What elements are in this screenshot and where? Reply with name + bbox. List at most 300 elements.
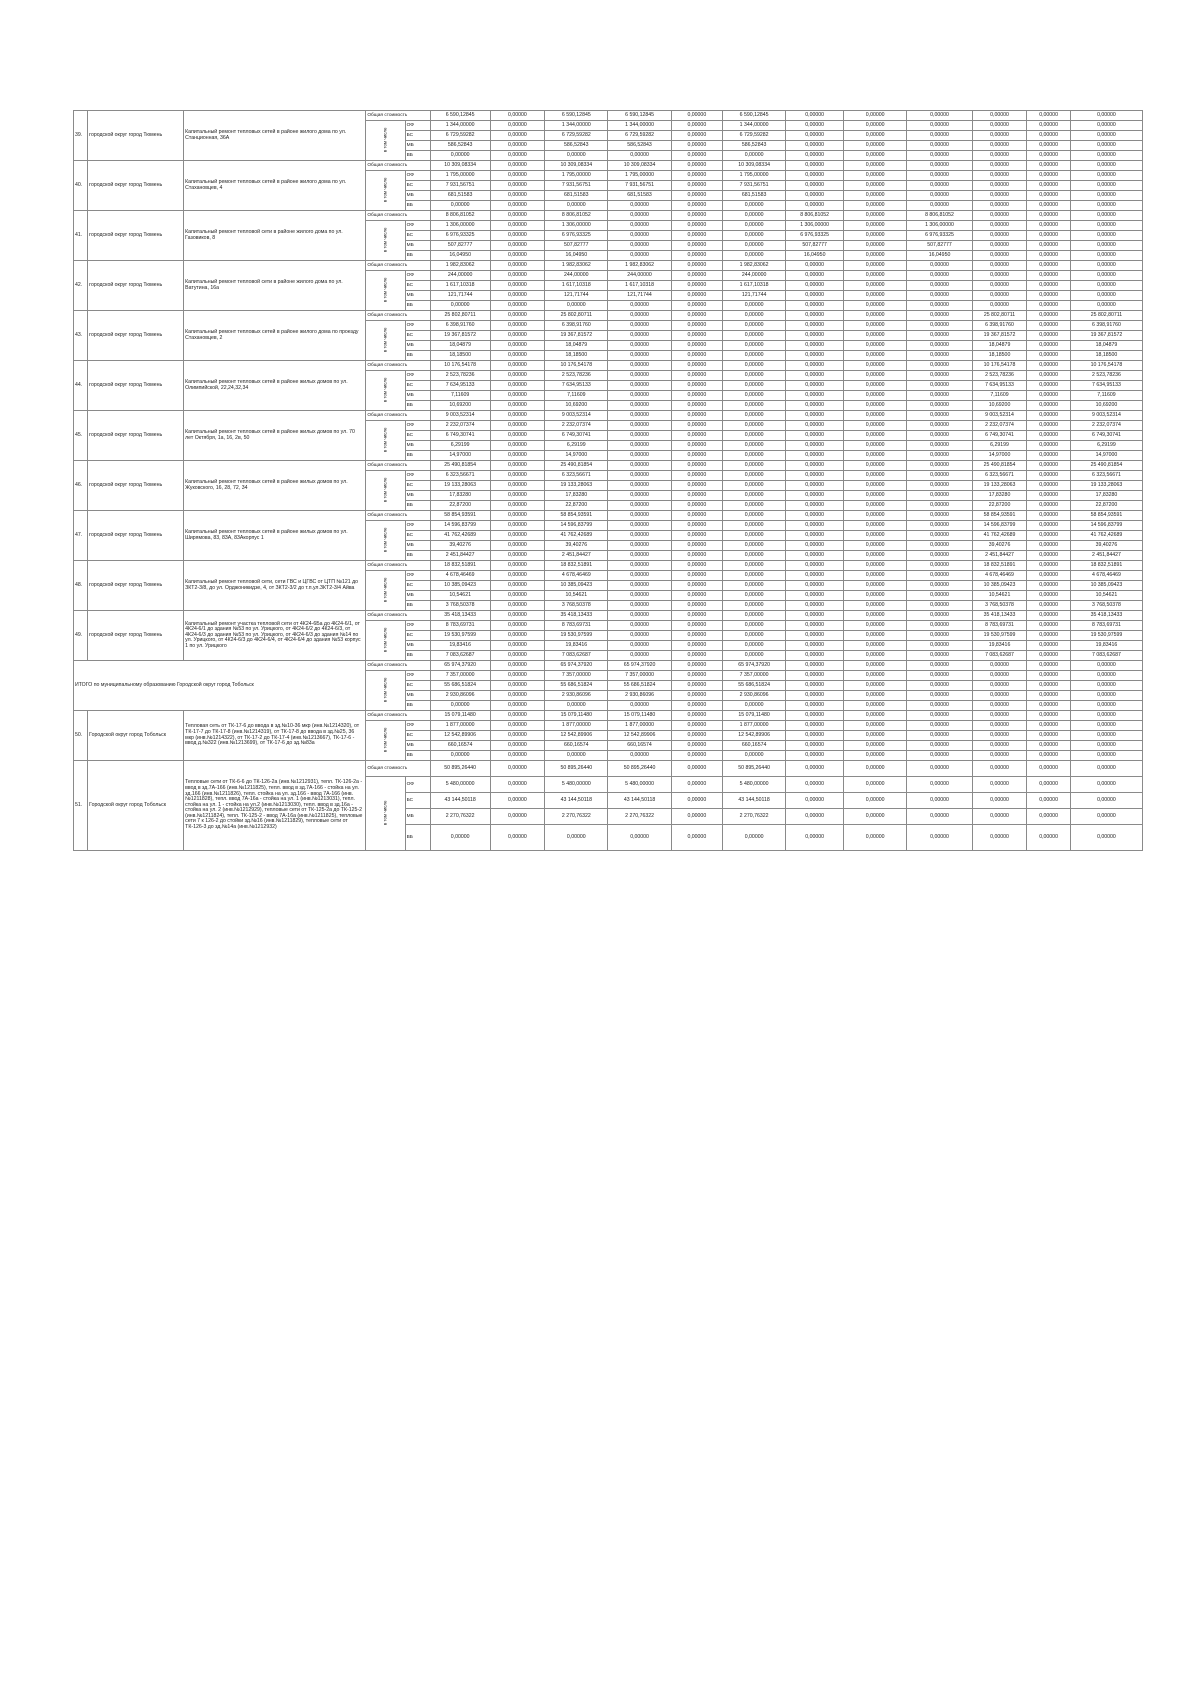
value-cell: 0,00000 (1027, 521, 1071, 531)
value-cell: 0,00000 (786, 131, 844, 141)
value-cell: 0,00000 (844, 809, 907, 825)
value-cell: 0,00000 (722, 371, 785, 381)
value-cell: 0,00000 (490, 181, 545, 191)
value-cell: 0,00000 (786, 541, 844, 551)
value-cell: 14,97000 (1070, 451, 1142, 461)
value-cell: 0,00000 (907, 281, 972, 291)
value-cell: 0,00000 (608, 621, 671, 631)
value-cell: 0,00000 (490, 131, 545, 141)
value-cell: 12 542,89906 (608, 731, 671, 741)
value-cell: 0,00000 (907, 611, 972, 621)
value-cell: 0,00000 (671, 671, 722, 681)
value-cell: 0,00000 (786, 401, 844, 411)
value-cell: 0,00000 (608, 401, 671, 411)
funding-source-label: ОФ (405, 621, 430, 631)
value-cell: 0,00000 (844, 721, 907, 731)
value-cell: 0,00000 (844, 531, 907, 541)
value-cell: 0,00000 (1070, 221, 1142, 231)
funding-source-label: ОФ (405, 571, 430, 581)
value-cell: 2 523,78236 (1070, 371, 1142, 381)
value-cell: 0,00000 (1027, 311, 1071, 321)
municipality-cell: городской округ город Тюмень (88, 611, 184, 661)
value-cell: 0,00000 (972, 671, 1027, 681)
value-cell: 0,00000 (1027, 271, 1071, 281)
value-cell: 0,00000 (844, 211, 907, 221)
value-cell: 0,00000 (844, 331, 907, 341)
value-cell: 16,04950 (786, 251, 844, 261)
row-number: 44. (74, 361, 88, 411)
funding-source-label: ВБ (405, 601, 430, 611)
funding-source-label: МБ (405, 291, 430, 301)
value-cell: 0,00000 (671, 561, 722, 571)
value-cell: 0,00000 (490, 481, 545, 491)
value-cell: 6 976,93325 (545, 231, 608, 241)
value-cell: 0,00000 (844, 401, 907, 411)
value-cell: 681,51583 (608, 191, 671, 201)
value-cell: 0,00000 (608, 241, 671, 251)
value-cell: 0,00000 (844, 681, 907, 691)
value-cell: 1 344,00000 (608, 121, 671, 131)
value-cell: 6 976,93325 (907, 231, 972, 241)
value-cell: 0,00000 (1027, 601, 1071, 611)
value-cell: 0,00000 (490, 671, 545, 681)
value-cell: 660,16574 (430, 741, 490, 751)
value-cell: 0,00000 (608, 151, 671, 161)
value-cell: 14,97000 (545, 451, 608, 461)
value-cell: 0,00000 (1070, 251, 1142, 261)
value-cell: 0,00000 (907, 751, 972, 761)
value-cell: 0,00000 (786, 141, 844, 151)
value-cell: 0,00000 (490, 241, 545, 251)
value-cell: 9 003,52314 (430, 411, 490, 421)
value-cell: 0,00000 (907, 731, 972, 741)
value-cell: 19 367,81572 (1070, 331, 1142, 341)
value-cell: 0,00000 (1027, 331, 1071, 341)
value-cell: 6 398,91760 (1070, 321, 1142, 331)
value-cell: 0,00000 (1027, 691, 1071, 701)
value-cell: 2 270,76322 (430, 809, 490, 825)
value-cell: 6 729,59282 (722, 131, 785, 141)
value-cell: 0,00000 (490, 701, 545, 711)
value-cell: 0,00000 (786, 711, 844, 721)
value-cell: 0,00000 (786, 611, 844, 621)
value-cell: 0,00000 (1070, 721, 1142, 731)
value-cell: 0,00000 (490, 441, 545, 451)
value-cell: 0,00000 (722, 461, 785, 471)
value-cell: 0,00000 (608, 321, 671, 331)
value-cell: 0,00000 (1070, 211, 1142, 221)
value-cell: 0,00000 (490, 561, 545, 571)
value-cell: 0,00000 (844, 711, 907, 721)
value-cell: 22,87200 (430, 501, 490, 511)
value-cell: 6 729,59282 (545, 131, 608, 141)
value-cell: 8 806,81052 (907, 211, 972, 221)
value-cell: 0,00000 (722, 521, 785, 531)
value-cell: 0,00000 (490, 381, 545, 391)
value-cell: 0,00000 (490, 809, 545, 825)
value-cell: 0,00000 (490, 431, 545, 441)
value-cell: 0,00000 (844, 481, 907, 491)
value-cell: 0,00000 (907, 161, 972, 171)
value-cell: 0,00000 (490, 711, 545, 721)
value-cell: 0,00000 (786, 301, 844, 311)
value-cell: 0,00000 (844, 361, 907, 371)
value-cell: 6 749,30741 (972, 431, 1027, 441)
total-cost-label: Общая стоимость (366, 611, 430, 621)
row-number: 43. (74, 311, 88, 361)
value-cell: 0,00000 (1027, 611, 1071, 621)
funding-source-label: МБ (405, 809, 430, 825)
value-cell: 0,00000 (844, 111, 907, 121)
value-cell: 0,00000 (907, 581, 972, 591)
value-cell: 6 729,59282 (608, 131, 671, 141)
value-cell: 0,00000 (608, 481, 671, 491)
value-cell: 5 480,00000 (722, 777, 785, 793)
value-cell: 0,00000 (1070, 141, 1142, 151)
value-cell: 0,00000 (1070, 121, 1142, 131)
funding-source-label: ВБ (405, 351, 430, 361)
row-number: 40. (74, 161, 88, 211)
value-cell: 1 877,00000 (430, 721, 490, 731)
value-cell: 586,52843 (722, 141, 785, 151)
value-cell: 0,00000 (907, 301, 972, 311)
value-cell: 1 306,00000 (786, 221, 844, 231)
value-cell: 0,00000 (972, 721, 1027, 731)
value-cell: 0,00000 (430, 201, 490, 211)
total-cost-label: Общая стоимость (366, 561, 430, 571)
value-cell: 0,00000 (490, 281, 545, 291)
value-cell: 6 323,56671 (972, 471, 1027, 481)
value-cell: 0,00000 (972, 809, 1027, 825)
value-cell: 0,00000 (430, 301, 490, 311)
value-cell: 0,00000 (1070, 201, 1142, 211)
value-cell: 0,00000 (1070, 691, 1142, 701)
value-cell: 0,00000 (1027, 151, 1071, 161)
value-cell: 0,00000 (490, 631, 545, 641)
funding-source-label: ОФ (405, 471, 430, 481)
value-cell: 0,00000 (786, 741, 844, 751)
value-cell: 0,00000 (722, 571, 785, 581)
value-cell: 50 895,26440 (608, 761, 671, 777)
value-cell: 19,83416 (1070, 641, 1142, 651)
value-cell: 14 596,83799 (972, 521, 1027, 531)
value-cell: 0,00000 (490, 341, 545, 351)
value-cell: 681,51583 (430, 191, 490, 201)
value-cell: 0,00000 (671, 471, 722, 481)
value-cell: 25 490,81854 (545, 461, 608, 471)
value-cell: 55 686,51824 (430, 681, 490, 691)
value-cell: 0,00000 (671, 521, 722, 531)
value-cell: 0,00000 (1027, 231, 1071, 241)
value-cell: 18 832,51891 (430, 561, 490, 571)
value-cell: 0,00000 (671, 411, 722, 421)
value-cell: 0,00000 (1070, 271, 1142, 281)
value-cell: 0,00000 (1070, 171, 1142, 181)
municipality-cell: городской округ город Тюмень (88, 561, 184, 611)
value-cell: 6 976,93325 (430, 231, 490, 241)
value-cell: 22,87200 (1070, 501, 1142, 511)
value-cell: 0,00000 (1027, 141, 1071, 151)
value-cell: 0,00000 (671, 241, 722, 251)
value-cell: 0,00000 (1027, 809, 1071, 825)
value-cell: 0,00000 (490, 221, 545, 231)
table-row (74, 511, 1143, 521)
value-cell: 0,00000 (907, 431, 972, 441)
value-cell: 0,00000 (490, 777, 545, 793)
including-label (366, 121, 405, 161)
value-cell: 0,00000 (490, 611, 545, 621)
funding-source-label: БС (405, 531, 430, 541)
value-cell: 0,00000 (907, 501, 972, 511)
value-cell: 0,00000 (671, 121, 722, 131)
value-cell: 0,00000 (490, 151, 545, 161)
value-cell: 0,00000 (671, 431, 722, 441)
value-cell: 121,71744 (545, 291, 608, 301)
value-cell: 43 144,50118 (608, 793, 671, 809)
value-cell: 1 306,00000 (430, 221, 490, 231)
value-cell: 10 385,09423 (972, 581, 1027, 591)
value-cell: 0,00000 (972, 711, 1027, 721)
value-cell: 7,11609 (545, 391, 608, 401)
value-cell: 0,00000 (972, 231, 1027, 241)
value-cell: 19 530,97599 (545, 631, 608, 641)
value-cell: 0,00000 (972, 161, 1027, 171)
value-cell: 0,00000 (972, 731, 1027, 741)
value-cell: 0,00000 (907, 361, 972, 371)
including-text: в том числе (382, 577, 388, 603)
value-cell: 18,04879 (545, 341, 608, 351)
value-cell: 0,00000 (430, 151, 490, 161)
value-cell: 0,00000 (671, 371, 722, 381)
value-cell: 19 530,97599 (430, 631, 490, 641)
value-cell: 41 762,42689 (1070, 531, 1142, 541)
value-cell: 121,71744 (722, 291, 785, 301)
value-cell: 0,00000 (786, 681, 844, 691)
value-cell: 0,00000 (671, 321, 722, 331)
including-label (366, 421, 405, 461)
value-cell: 0,00000 (972, 221, 1027, 231)
value-cell: 16,04950 (907, 251, 972, 261)
value-cell: 4 678,46469 (1070, 571, 1142, 581)
value-cell: 0,00000 (490, 391, 545, 401)
funding-source-label: МБ (405, 691, 430, 701)
funding-source-label: МБ (405, 141, 430, 151)
value-cell: 6 590,12845 (545, 111, 608, 121)
value-cell: 0,00000 (907, 341, 972, 351)
value-cell: 0,00000 (907, 141, 972, 151)
value-cell: 0,00000 (1027, 251, 1071, 261)
value-cell: 0,00000 (907, 411, 972, 421)
total-cost-label: Общая стоимость (366, 261, 430, 271)
value-cell: 3 768,50378 (430, 601, 490, 611)
value-cell: 0,00000 (490, 571, 545, 581)
object-description: Капитальный ремонт тепловых сетей в районе жилых домов по ул. Ширямова, 83, 83А, 83Акорпус 1 (184, 511, 366, 561)
value-cell: 0,00000 (786, 411, 844, 421)
value-cell: 0,00000 (786, 761, 844, 777)
value-cell: 0,00000 (671, 825, 722, 851)
value-cell: 0,00000 (1070, 761, 1142, 777)
value-cell: 0,00000 (1027, 461, 1071, 471)
value-cell: 0,00000 (972, 111, 1027, 121)
value-cell: 0,00000 (1070, 809, 1142, 825)
value-cell: 0,00000 (1070, 181, 1142, 191)
value-cell: 6 323,56671 (545, 471, 608, 481)
value-cell: 0,00000 (907, 825, 972, 851)
value-cell: 6,29199 (545, 441, 608, 451)
table-row (74, 611, 1143, 621)
value-cell: 0,00000 (722, 221, 785, 231)
value-cell: 0,00000 (1027, 777, 1071, 793)
value-cell: 0,00000 (786, 691, 844, 701)
value-cell: 0,00000 (722, 301, 785, 311)
value-cell: 0,00000 (907, 681, 972, 691)
value-cell: 0,00000 (722, 501, 785, 511)
value-cell: 0,00000 (907, 691, 972, 701)
table-row (74, 261, 1143, 271)
including-label (366, 621, 405, 661)
value-cell: 0,00000 (671, 361, 722, 371)
value-cell: 0,00000 (907, 511, 972, 521)
value-cell: 507,82777 (907, 241, 972, 251)
funding-source-label: БС (405, 481, 430, 491)
value-cell: 0,00000 (786, 161, 844, 171)
value-cell: 0,00000 (490, 761, 545, 777)
value-cell: 5 480,00000 (545, 777, 608, 793)
value-cell: 6,29199 (972, 441, 1027, 451)
value-cell: 0,00000 (608, 601, 671, 611)
object-description: Капитальный ремонт тепловых сетей в районе жилых домов по ул. Олимпийской, 22,24,32,34 (184, 361, 366, 411)
value-cell: 0,00000 (1070, 261, 1142, 271)
value-cell: 10 309,08334 (430, 161, 490, 171)
value-cell: 0,00000 (671, 751, 722, 761)
value-cell: 16,04950 (430, 251, 490, 261)
value-cell: 0,00000 (907, 761, 972, 777)
value-cell: 0,00000 (907, 671, 972, 681)
value-cell: 19 133,28063 (972, 481, 1027, 491)
value-cell: 55 686,51824 (608, 681, 671, 691)
value-cell: 0,00000 (844, 171, 907, 181)
value-cell: 0,00000 (722, 491, 785, 501)
value-cell: 0,00000 (844, 311, 907, 321)
value-cell: 0,00000 (1027, 411, 1071, 421)
value-cell: 2 270,76322 (545, 809, 608, 825)
funding-source-label: ОФ (405, 671, 430, 681)
value-cell: 0,00000 (786, 531, 844, 541)
value-cell: 0,00000 (671, 291, 722, 301)
value-cell: 0,00000 (1070, 191, 1142, 201)
value-cell: 0,00000 (490, 331, 545, 341)
value-cell: 7 357,00000 (722, 671, 785, 681)
value-cell: 0,00000 (786, 591, 844, 601)
value-cell: 0,00000 (907, 491, 972, 501)
value-cell: 0,00000 (722, 621, 785, 631)
value-cell: 0,00000 (786, 311, 844, 321)
value-cell: 0,00000 (608, 301, 671, 311)
value-cell: 0,00000 (786, 331, 844, 341)
value-cell: 0,00000 (671, 391, 722, 401)
value-cell: 0,00000 (907, 421, 972, 431)
value-cell: 0,00000 (490, 641, 545, 651)
value-cell: 25 802,80711 (545, 311, 608, 321)
value-cell: 15 079,11480 (608, 711, 671, 721)
value-cell: 244,00000 (545, 271, 608, 281)
value-cell: 0,00000 (1027, 261, 1071, 271)
value-cell: 2 232,07374 (430, 421, 490, 431)
value-cell: 7 634,95133 (430, 381, 490, 391)
table-row (74, 161, 1143, 171)
value-cell: 0,00000 (1027, 451, 1071, 461)
value-cell: 0,00000 (1027, 351, 1071, 361)
value-cell: 0,00000 (786, 751, 844, 761)
value-cell: 0,00000 (490, 451, 545, 461)
value-cell: 39,40276 (1070, 541, 1142, 551)
value-cell: 2 232,07374 (545, 421, 608, 431)
funding-source-label: БС (405, 281, 430, 291)
value-cell: 586,52843 (545, 141, 608, 151)
value-cell: 0,00000 (844, 641, 907, 651)
value-cell: 1 344,00000 (430, 121, 490, 131)
municipality-cell: городской округ город Тюмень (88, 361, 184, 411)
municipality-cell: городской округ город Тюмень (88, 311, 184, 361)
value-cell: 0,00000 (844, 411, 907, 421)
value-cell: 10 385,09423 (545, 581, 608, 591)
value-cell: 65 974,37920 (430, 661, 490, 671)
value-cell: 0,00000 (972, 793, 1027, 809)
value-cell: 0,00000 (490, 371, 545, 381)
value-cell: 0,00000 (907, 131, 972, 141)
funding-source-label: БС (405, 381, 430, 391)
value-cell: 0,00000 (490, 301, 545, 311)
value-cell: 10 176,54178 (1070, 361, 1142, 371)
budget-table-sheet (73, 110, 1143, 851)
value-cell: 0,00000 (671, 793, 722, 809)
value-cell: 0,00000 (786, 825, 844, 851)
value-cell: 0,00000 (907, 381, 972, 391)
value-cell: 0,00000 (490, 793, 545, 809)
value-cell: 8 806,81052 (786, 211, 844, 221)
municipality-cell: городской округ город Тюмень (88, 161, 184, 211)
funding-source-label: МБ (405, 191, 430, 201)
value-cell: 0,00000 (671, 131, 722, 141)
value-cell: 0,00000 (972, 825, 1027, 851)
value-cell: 0,00000 (671, 591, 722, 601)
value-cell: 0,00000 (907, 321, 972, 331)
value-cell: 0,00000 (786, 481, 844, 491)
value-cell: 0,00000 (844, 231, 907, 241)
value-cell: 0,00000 (1027, 561, 1071, 571)
value-cell: 0,00000 (972, 301, 1027, 311)
value-cell: 19,83416 (545, 641, 608, 651)
value-cell: 0,00000 (844, 391, 907, 401)
row-number: 49. (74, 611, 88, 661)
subtotal-row (74, 661, 1143, 671)
value-cell: 0,00000 (722, 251, 785, 261)
value-cell: 0,00000 (490, 311, 545, 321)
funding-source-label: ОФ (405, 371, 430, 381)
value-cell: 4 678,46469 (430, 571, 490, 581)
value-cell: 0,00000 (490, 201, 545, 211)
value-cell: 0,00000 (1070, 701, 1142, 711)
value-cell: 0,00000 (972, 777, 1027, 793)
value-cell: 0,00000 (972, 741, 1027, 751)
value-cell: 0,00000 (1027, 171, 1071, 181)
value-cell: 0,00000 (844, 441, 907, 451)
value-cell: 0,00000 (786, 111, 844, 121)
table-row (74, 711, 1143, 721)
value-cell: 0,00000 (786, 581, 844, 591)
value-cell: 25 802,80711 (972, 311, 1027, 321)
value-cell: 17,83280 (972, 491, 1027, 501)
